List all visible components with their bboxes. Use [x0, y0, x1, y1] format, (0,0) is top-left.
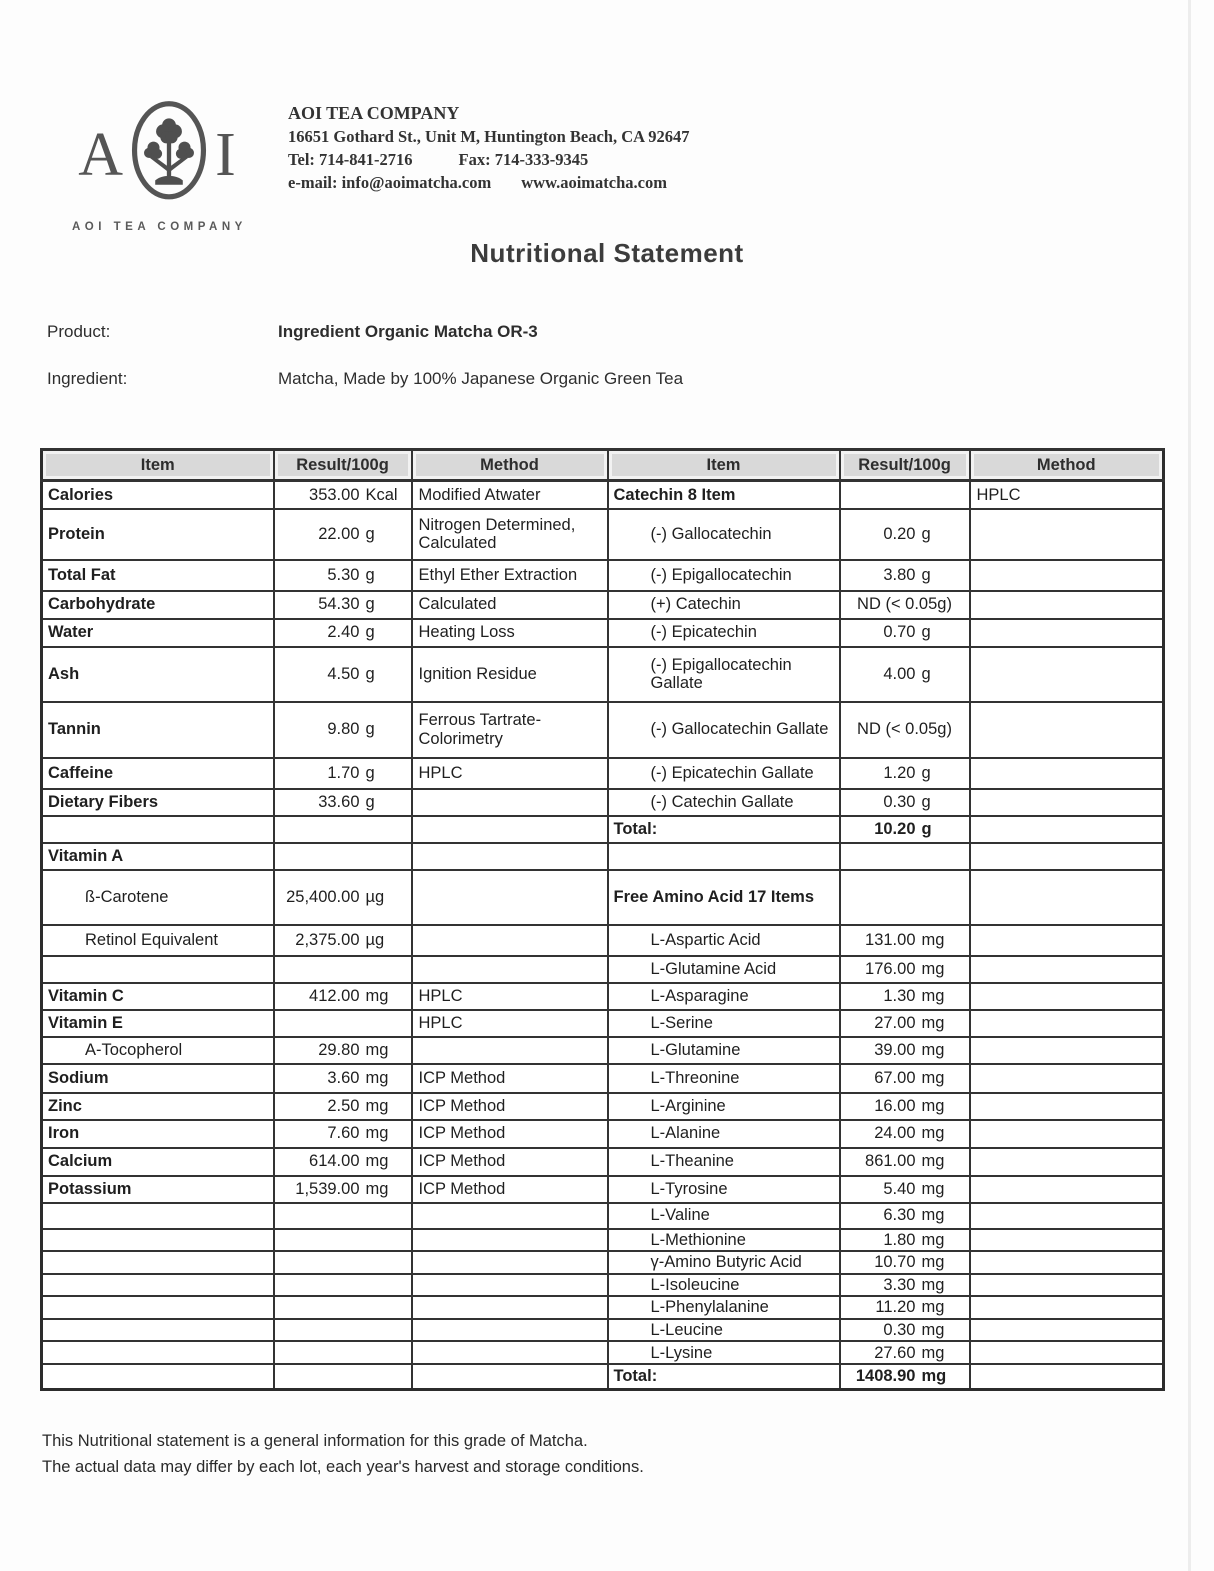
- table-cell-item: [608, 843, 840, 870]
- table-row: [42, 816, 1164, 843]
- table-cell-value: 5.30 g: [274, 560, 412, 591]
- table-cell-item: Zinc: [42, 1093, 274, 1120]
- table-cell-item: (-) Catechin Gallate: [608, 789, 840, 816]
- table-row: [42, 870, 1164, 925]
- table-cell-value: [274, 1341, 412, 1364]
- table-cell-value: 861.00 mg: [840, 1148, 970, 1176]
- table-cell-item: ß-Carotene: [42, 870, 274, 925]
- table-cell-value: 131.00 mg: [840, 925, 970, 956]
- table-cell-method: [970, 1364, 1164, 1389]
- table-cell-value: [274, 816, 412, 843]
- table-cell-item: L-Leucine: [608, 1319, 840, 1341]
- table-cell-method: [970, 647, 1164, 702]
- table-header-row: [42, 450, 1164, 481]
- table-row: [42, 758, 1164, 789]
- ingredient-row: [47, 369, 683, 389]
- product-label: Product:: [47, 322, 111, 341]
- table-cell-method: HPLC: [970, 481, 1164, 509]
- table-cell-item: [42, 1319, 274, 1341]
- footer-note-1: This Nutritional statement is a general information for this grade of Matcha.: [42, 1432, 588, 1450]
- table-cell-value: 176.00 mg: [840, 956, 970, 983]
- table-cell-method: [970, 870, 1164, 925]
- table-cell-value: 1408.90 mg: [840, 1364, 970, 1389]
- table-cell-method: HPLC: [412, 758, 608, 789]
- logo-letter-a: A: [78, 120, 124, 189]
- table-header-cell: Item: [608, 450, 840, 481]
- table-cell-method: Ethyl Ether Extraction: [412, 560, 608, 591]
- table-cell-value: [274, 1319, 412, 1341]
- ingredient-value: Matcha, Made by 100% Japanese Organic Green Tea: [278, 369, 684, 388]
- table-cell-value: 0.30 mg: [840, 1319, 970, 1341]
- table-row: [42, 1364, 1164, 1389]
- product-value: Ingredient Organic Matcha OR-3: [278, 322, 538, 341]
- table-cell-value: [274, 1251, 412, 1274]
- logo-letter-i: I: [215, 120, 236, 189]
- company-info-block: [288, 102, 690, 194]
- table-cell-value: 1.20 g: [840, 758, 970, 789]
- table-cell-item: L-Threonine: [608, 1064, 840, 1093]
- table-cell-value: [840, 870, 970, 925]
- table-cell-value: 2,375.00 µg: [274, 925, 412, 956]
- table-cell-method: Nitrogen Determined, Calculated: [412, 509, 608, 560]
- company-phone-line: [288, 148, 690, 171]
- table-cell-method: [970, 1010, 1164, 1037]
- table-cell-value: 24.00 mg: [840, 1120, 970, 1148]
- table-row: [42, 591, 1164, 619]
- table-cell-value: 10.20 g: [840, 816, 970, 843]
- nutrition-table: [40, 448, 1165, 1391]
- table-cell-value: 1.80 mg: [840, 1229, 970, 1251]
- table-header-cell: Method: [412, 450, 608, 481]
- table-cell-method: [970, 925, 1164, 956]
- table-cell-method: ICP Method: [412, 1148, 608, 1176]
- table-cell-value: [274, 956, 412, 983]
- table-head: [42, 450, 1164, 481]
- product-row: [47, 322, 538, 342]
- table-cell-method: [970, 789, 1164, 816]
- table-cell-item: Water: [42, 619, 274, 647]
- table-cell-item: L-Theanine: [608, 1148, 840, 1176]
- company-fax: Fax: 714-333-9345: [458, 150, 589, 169]
- table-cell-item: Carbohydrate: [42, 591, 274, 619]
- table-cell-item: Vitamin C: [42, 983, 274, 1010]
- table-row: [42, 843, 1164, 870]
- table-cell-value: [274, 1229, 412, 1251]
- table-cell-item: (+) Catechin: [608, 591, 840, 619]
- company-contact-line: [288, 171, 690, 194]
- footer-notes: [42, 1428, 644, 1480]
- table-cell-item: Sodium: [42, 1064, 274, 1093]
- table-cell-item: [42, 956, 274, 983]
- table-cell-item: (-) Epicatechin Gallate: [608, 758, 840, 789]
- table-cell-item: [42, 1203, 274, 1229]
- table-cell-method: [970, 1093, 1164, 1120]
- table-cell-item: Total:: [608, 816, 840, 843]
- table-cell-item: (-) Epigallocatechin Gallate: [608, 647, 840, 702]
- table-cell-value: [274, 1274, 412, 1296]
- table-cell-item: L-Glutamine: [608, 1037, 840, 1064]
- table-cell-value: 10.70 mg: [840, 1251, 970, 1274]
- table-cell-method: Calculated: [412, 591, 608, 619]
- table-cell-item: L-Lysine: [608, 1341, 840, 1364]
- table-row: [42, 509, 1164, 560]
- table-cell-method: ICP Method: [412, 1176, 608, 1203]
- table-cell-item: Vitamin E: [42, 1010, 274, 1037]
- table-row: [42, 619, 1164, 647]
- table-cell-value: 4.00 g: [840, 647, 970, 702]
- table-cell-method: [970, 983, 1164, 1010]
- table-cell-item: Ash: [42, 647, 274, 702]
- ingredient-label: Ingredient:: [47, 369, 128, 388]
- company-name: AOI TEA COMPANY: [288, 103, 460, 123]
- table-cell-value: [840, 843, 970, 870]
- table-row: [42, 1203, 1164, 1229]
- table-cell-item: [42, 1341, 274, 1364]
- logo-caption: AOI TEA COMPANY: [72, 221, 247, 233]
- table-cell-method: [412, 870, 608, 925]
- table-cell-method: HPLC: [412, 983, 608, 1010]
- table-cell-method: [970, 509, 1164, 560]
- table-cell-value: 25,400.00 µg: [274, 870, 412, 925]
- table-row: [42, 481, 1164, 509]
- table-cell-value: 39.00 mg: [840, 1037, 970, 1064]
- table-cell-value: ND (< 0.05g): [840, 702, 970, 758]
- table-cell-value: [274, 1296, 412, 1318]
- table-cell-value: [274, 1010, 412, 1037]
- table-cell-value: 7.60 mg: [274, 1120, 412, 1148]
- table-cell-item: Retinol Equivalent: [42, 925, 274, 956]
- table-cell-value: 3.30 mg: [840, 1274, 970, 1296]
- table-body: [42, 481, 1164, 1390]
- table-cell-value: 9.80 g: [274, 702, 412, 758]
- table-cell-value: ND (< 0.05g): [840, 591, 970, 619]
- table-row: [42, 1341, 1164, 1364]
- table-cell-method: Ignition Residue: [412, 647, 608, 702]
- table-cell-method: [970, 1274, 1164, 1296]
- table-row: [42, 789, 1164, 816]
- table-cell-value: 29.80 mg: [274, 1037, 412, 1064]
- table-cell-value: 67.00 mg: [840, 1064, 970, 1093]
- table-cell-method: [970, 1296, 1164, 1318]
- table-cell-value: 22.00 g: [274, 509, 412, 560]
- table-cell-item: L-Asparagine: [608, 983, 840, 1010]
- table-cell-item: L-Alanine: [608, 1120, 840, 1148]
- table-cell-value: 27.00 mg: [840, 1010, 970, 1037]
- table-cell-method: ICP Method: [412, 1093, 608, 1120]
- table-cell-value: [274, 1203, 412, 1229]
- table-cell-method: [970, 1037, 1164, 1064]
- table-cell-item: [42, 1364, 274, 1389]
- table-row: [42, 1274, 1164, 1296]
- table-cell-method: [970, 1203, 1164, 1229]
- table-cell-item: [42, 1296, 274, 1318]
- table-cell-method: [412, 816, 608, 843]
- company-tel: Tel: 714-841-2716: [288, 150, 413, 169]
- table-cell-value: 412.00 mg: [274, 983, 412, 1010]
- table-cell-method: [970, 1341, 1164, 1364]
- page-title: Nutritional Statement: [470, 238, 744, 268]
- table-row: [42, 983, 1164, 1010]
- table-cell-value: 4.50 g: [274, 647, 412, 702]
- table-cell-method: [970, 1229, 1164, 1251]
- table-cell-value: 3.60 mg: [274, 1064, 412, 1093]
- table-cell-item: Caffeine: [42, 758, 274, 789]
- table-cell-item: L-Glutamine Acid: [608, 956, 840, 983]
- table-cell-value: 3.80 g: [840, 560, 970, 591]
- table-cell-item: L-Aspartic Acid: [608, 925, 840, 956]
- table-header-cell: Result/100g: [274, 450, 412, 481]
- table-cell-item: L-Serine: [608, 1010, 840, 1037]
- table-cell-item: (-) Epigallocatechin: [608, 560, 840, 591]
- table-cell-method: [412, 1274, 608, 1296]
- table-cell-value: 2.40 g: [274, 619, 412, 647]
- table-cell-method: [412, 1037, 608, 1064]
- table-row: [42, 1229, 1164, 1251]
- table-cell-method: [970, 702, 1164, 758]
- company-email: e-mail: info@aoimatcha.com: [288, 173, 492, 192]
- table-header-cell: Item: [42, 450, 274, 481]
- table-cell-item: Calcium: [42, 1148, 274, 1176]
- table-cell-value: 1.30 mg: [840, 983, 970, 1010]
- table-header-cell: Method: [970, 450, 1164, 481]
- table-cell-value: 1.70 g: [274, 758, 412, 789]
- table-cell-item: L-Isoleucine: [608, 1274, 840, 1296]
- table-cell-item: Total Fat: [42, 560, 274, 591]
- table-cell-item: (-) Epicatechin: [608, 619, 840, 647]
- table-cell-item: L-Valine: [608, 1203, 840, 1229]
- table-cell-method: [412, 925, 608, 956]
- table-cell-method: [970, 619, 1164, 647]
- table-row: [42, 1093, 1164, 1120]
- table-cell-method: ICP Method: [412, 1064, 608, 1093]
- table-cell-method: [970, 560, 1164, 591]
- table-cell-method: [970, 1319, 1164, 1341]
- table-cell-method: Ferrous Tartrate-Colorimetry: [412, 702, 608, 758]
- table-cell-item: [42, 1274, 274, 1296]
- table-cell-item: [42, 1229, 274, 1251]
- footer-note-2: The actual data may differ by each lot, each year's harvest and storage conditions.: [42, 1458, 644, 1476]
- table-cell-value: 1,539.00 mg: [274, 1176, 412, 1203]
- table-cell-item: Protein: [42, 509, 274, 560]
- table-cell-item: L-Phenylalanine: [608, 1296, 840, 1318]
- table-row: [42, 1010, 1164, 1037]
- table-cell-item: L-Arginine: [608, 1093, 840, 1120]
- aoi-tree-logo-icon: [125, 96, 213, 213]
- table-row: [42, 1120, 1164, 1148]
- table-cell-method: [970, 758, 1164, 789]
- table-row: [42, 925, 1164, 956]
- table-row: [42, 1037, 1164, 1064]
- table-cell-item: Dietary Fibers: [42, 789, 274, 816]
- table-cell-item: [42, 816, 274, 843]
- table-row: [42, 647, 1164, 702]
- table-cell-value: 16.00 mg: [840, 1093, 970, 1120]
- table-row: [42, 1251, 1164, 1274]
- table-cell-value: 6.30 mg: [840, 1203, 970, 1229]
- table-cell-method: [412, 789, 608, 816]
- table-cell-method: [970, 843, 1164, 870]
- table-cell-method: [970, 1251, 1164, 1274]
- table-cell-item: [42, 1251, 274, 1274]
- table-cell-value: 11.20 mg: [840, 1296, 970, 1318]
- table-cell-method: [412, 1296, 608, 1318]
- table-cell-value: 5.40 mg: [840, 1176, 970, 1203]
- table-cell-method: [412, 843, 608, 870]
- table-cell-method: [412, 1364, 608, 1389]
- table-cell-item: L-Methionine: [608, 1229, 840, 1251]
- company-address: 16651 Gothard St., Unit M, Huntington Beach, CA 92647: [288, 127, 690, 146]
- table-cell-item: Catechin 8 Item: [608, 481, 840, 509]
- table-cell-item: Potassium: [42, 1176, 274, 1203]
- table-cell-method: ICP Method: [412, 1120, 608, 1148]
- company-website: www.aoimatcha.com: [521, 173, 667, 192]
- table-cell-item: γ-Amino Butyric Acid: [608, 1251, 840, 1274]
- table-cell-method: Heating Loss: [412, 619, 608, 647]
- table-cell-value: 614.00 mg: [274, 1148, 412, 1176]
- table-cell-method: [412, 956, 608, 983]
- table-cell-item: A-Tocopherol: [42, 1037, 274, 1064]
- table-cell-item: Iron: [42, 1120, 274, 1148]
- table-cell-method: [412, 1229, 608, 1251]
- table-cell-item: Vitamin A: [42, 843, 274, 870]
- table-cell-value: 54.30 g: [274, 591, 412, 619]
- table-row: [42, 560, 1164, 591]
- table-row: [42, 1319, 1164, 1341]
- table-cell-method: [970, 1120, 1164, 1148]
- table-cell-item: (-) Gallocatechin: [608, 509, 840, 560]
- aoi-logo: [72, 96, 247, 233]
- table-cell-method: [970, 1176, 1164, 1203]
- table-cell-item: Calories: [42, 481, 274, 509]
- table-cell-method: [412, 1319, 608, 1341]
- table-cell-method: [970, 1148, 1164, 1176]
- table-row: [42, 1064, 1164, 1093]
- table-row: [42, 956, 1164, 983]
- table-cell-value: 0.30 g: [840, 789, 970, 816]
- table-row: [42, 1176, 1164, 1203]
- table-cell-method: [970, 591, 1164, 619]
- table-cell-value: 353.00 Kcal: [274, 481, 412, 509]
- table-cell-method: [970, 816, 1164, 843]
- table-cell-method: [412, 1341, 608, 1364]
- table-row: [42, 702, 1164, 758]
- table-cell-method: [412, 1251, 608, 1274]
- nutrition-table-wrap: [40, 448, 1165, 1391]
- table-cell-item: (-) Gallocatechin Gallate: [608, 702, 840, 758]
- scan-artifact-line: [1188, 0, 1191, 1571]
- table-cell-value: 2.50 mg: [274, 1093, 412, 1120]
- table-cell-value: [840, 481, 970, 509]
- table-row: [42, 1296, 1164, 1318]
- table-cell-item: Total:: [608, 1364, 840, 1389]
- table-cell-value: 33.60 g: [274, 789, 412, 816]
- table-cell-method: [970, 1064, 1164, 1093]
- table-cell-value: 0.20 g: [840, 509, 970, 560]
- table-cell-value: 0.70 g: [840, 619, 970, 647]
- table-cell-method: [970, 956, 1164, 983]
- table-cell-method: HPLC: [412, 1010, 608, 1037]
- table-cell-value: [274, 843, 412, 870]
- table-row: [42, 1148, 1164, 1176]
- table-header-cell: Result/100g: [840, 450, 970, 481]
- table-cell-method: Modified Atwater: [412, 481, 608, 509]
- table-cell-item: L-Tyrosine: [608, 1176, 840, 1203]
- table-cell-item: Tannin: [42, 702, 274, 758]
- table-cell-item: Free Amino Acid 17 Items: [608, 870, 840, 925]
- table-cell-value: 27.60 mg: [840, 1341, 970, 1364]
- table-cell-value: [274, 1364, 412, 1389]
- table-cell-method: [412, 1203, 608, 1229]
